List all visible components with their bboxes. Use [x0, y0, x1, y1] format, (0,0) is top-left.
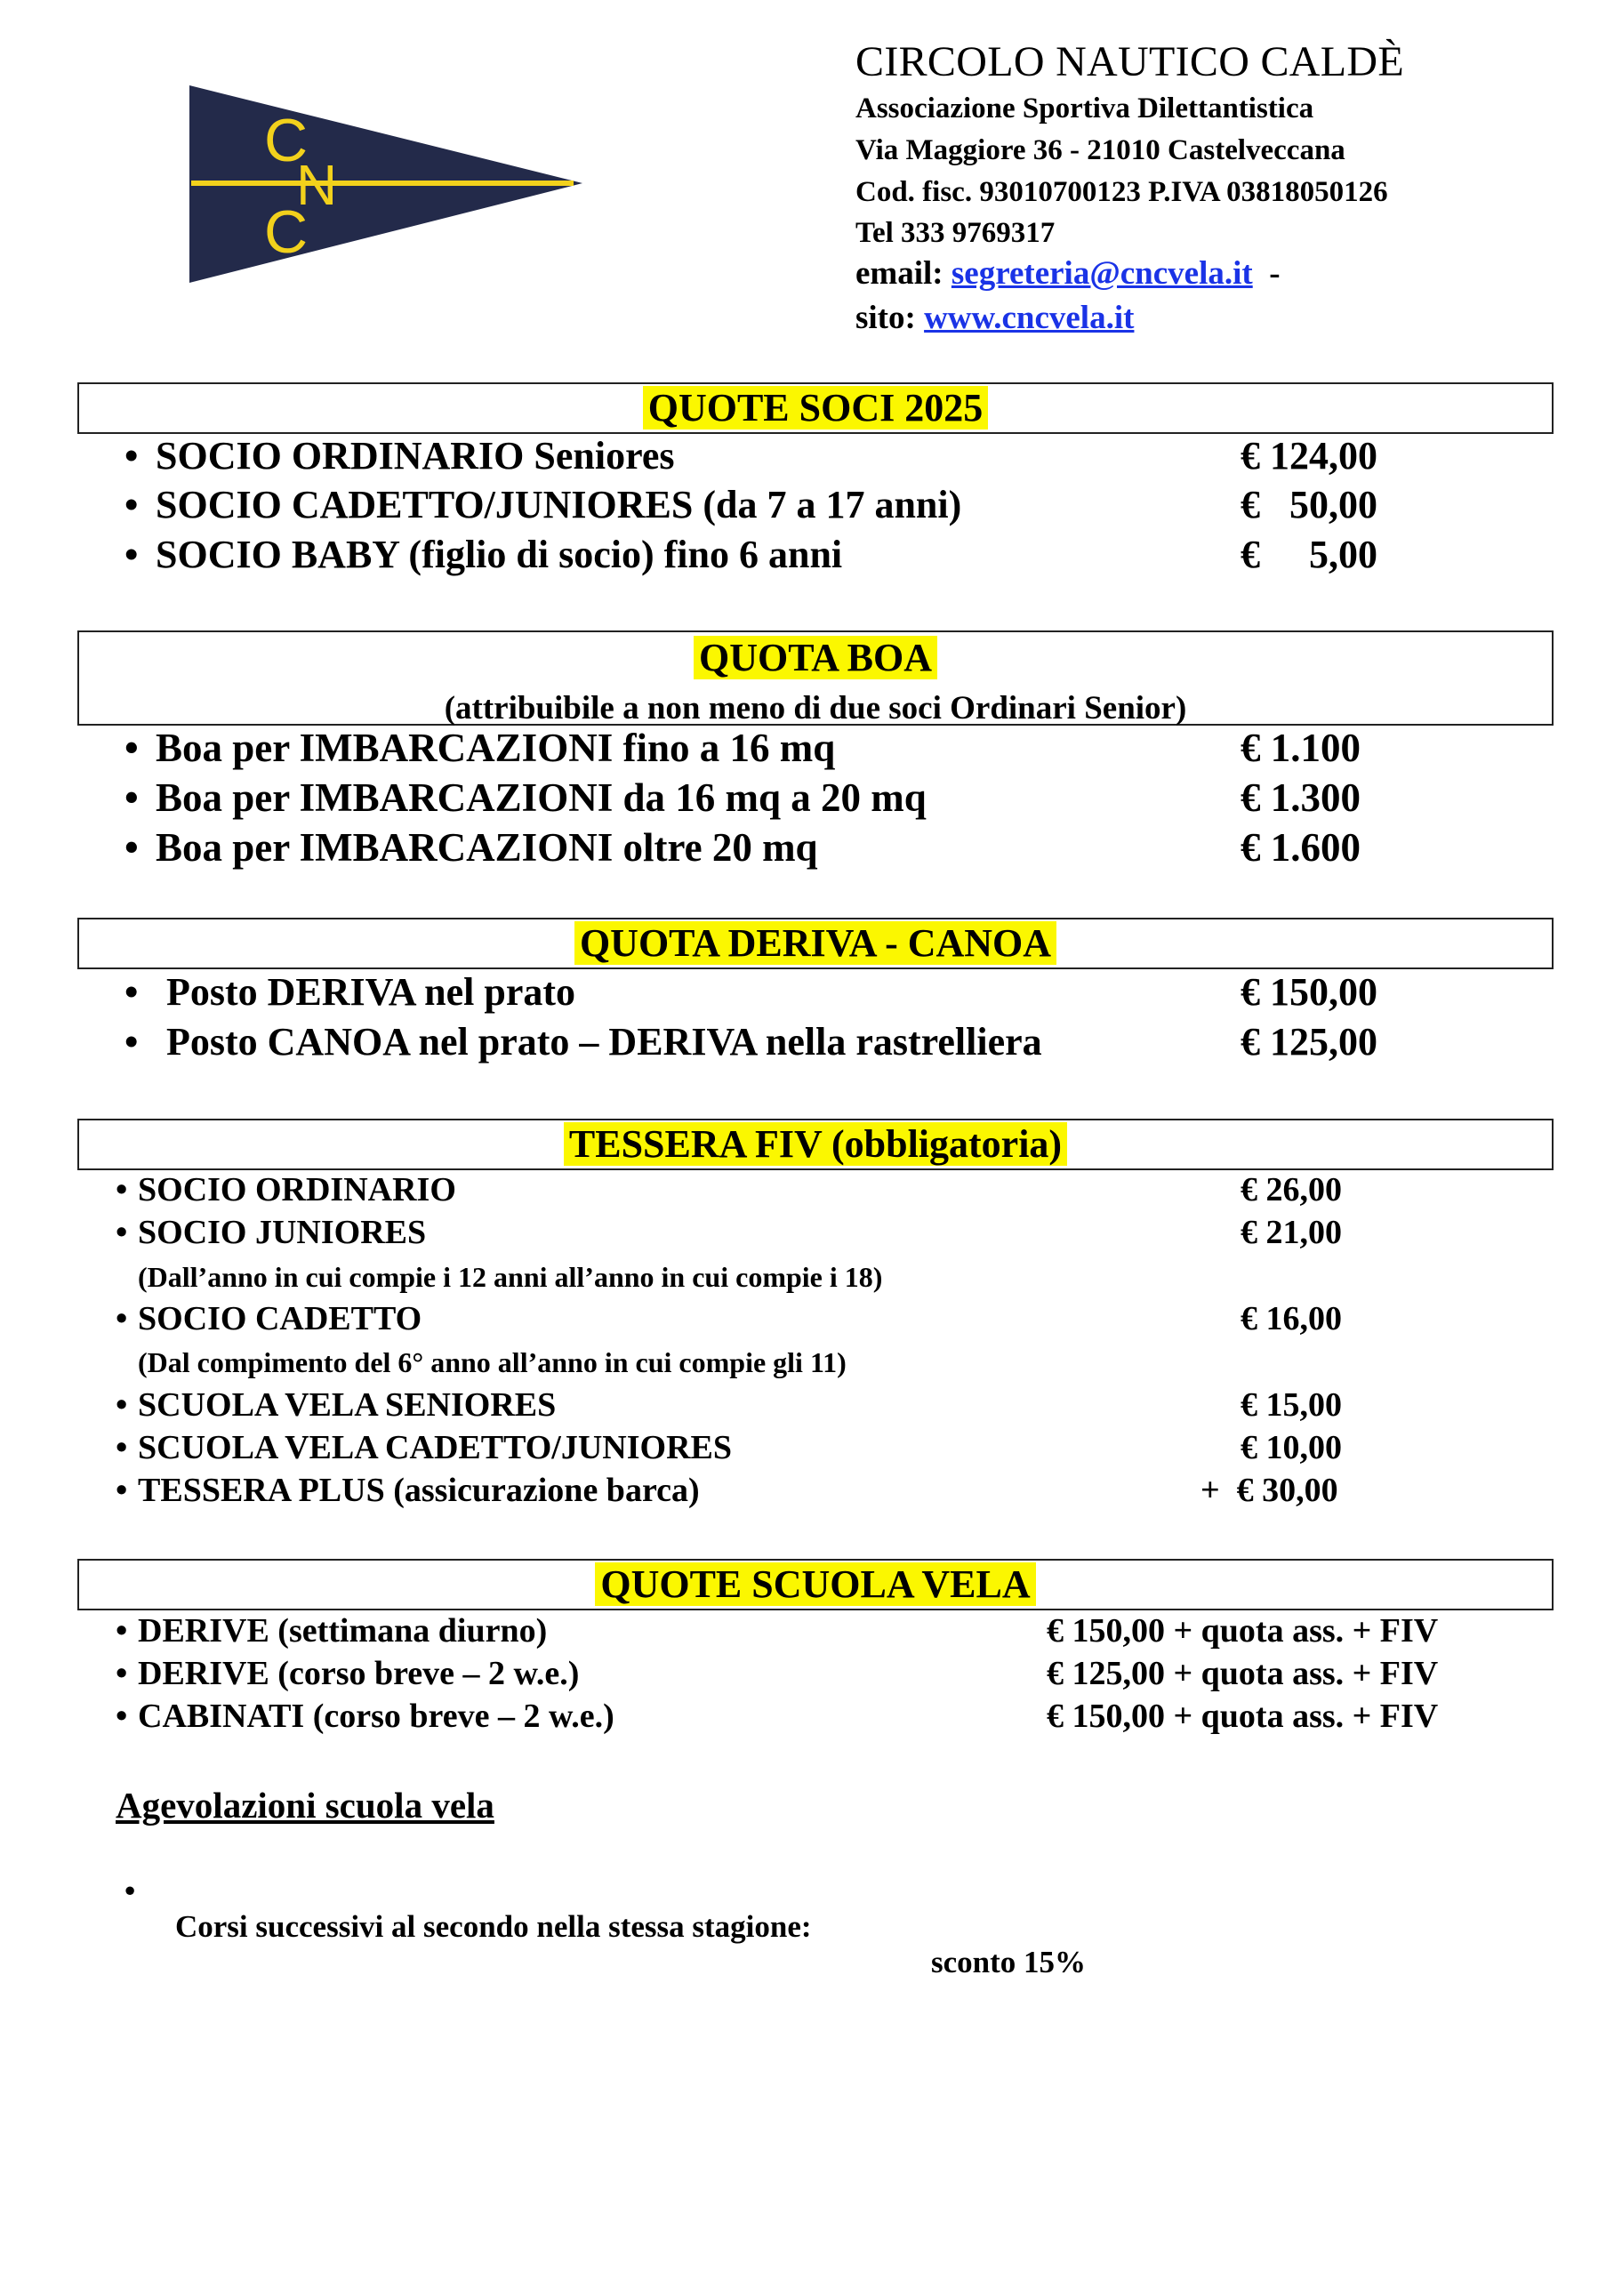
section-header-quote-soci	[77, 382, 1554, 434]
org-type: Associazione Sportiva Dilettantistica	[855, 92, 1314, 124]
item-label: SOCIO JUNIORES	[138, 1214, 427, 1251]
item-label: SOCIO BABY (figlio di socio) fino 6 anni	[156, 533, 843, 576]
cadetto-note: (Dal compimento del 6° anno all’anno in cui compie gli 11)	[138, 1346, 847, 1378]
logo-letter-n: N	[296, 153, 338, 217]
email-link[interactable]: segreteria@cncvela.it	[951, 255, 1253, 292]
email-label: email:	[855, 255, 943, 292]
section-title: TESSERA FIV (obbligatoria)	[564, 1122, 1067, 1166]
bullet-icon: •	[124, 775, 139, 820]
email-suffix: -	[1252, 255, 1281, 292]
item-price: € 21,00	[1241, 1214, 1342, 1251]
bullet-icon: •	[124, 533, 139, 576]
item-price: € 50,00	[1241, 483, 1377, 526]
bullet-icon: •	[124, 483, 139, 526]
bullet-icon: •	[124, 434, 139, 478]
bullet-icon: •	[116, 1214, 128, 1251]
org-fiscal-codes: Cod. fisc. 93010700123 P.IVA 03818050126	[855, 176, 1388, 208]
item-label: Corsi successivi al secondo nella stessa stagione:	[175, 1909, 812, 1944]
section-header-tessera-fiv	[77, 1119, 1554, 1170]
item-price: € 124,00	[1241, 434, 1377, 478]
item-label: DERIVE (settimana diurno)	[138, 1612, 548, 1650]
section-header-quota-deriva-canoa	[77, 918, 1554, 969]
bullet-icon: •	[116, 1698, 128, 1735]
item-price: € 16,00	[1241, 1300, 1342, 1337]
item-price: € 1.600	[1241, 825, 1361, 870]
item-price: € 26,00	[1241, 1171, 1342, 1208]
bullet-icon: •	[116, 1612, 128, 1650]
item-price: € 150,00 + quota ass. + FIV	[1047, 1612, 1439, 1650]
section-title: QUOTA BOA	[694, 636, 937, 679]
item-label: SOCIO CADETTO/JUNIORES (da 7 a 17 anni)	[156, 483, 962, 526]
list-item	[0, 1838, 1087, 1980]
bullet-icon: •	[116, 1300, 128, 1337]
bullet-icon: •	[124, 1020, 139, 1064]
item-label: Boa per IMBARCAZIONI da 16 mq a 20 mq	[156, 775, 927, 820]
org-phone: Tel 333 9769317	[855, 217, 1056, 249]
item-price: € 1.300	[1241, 775, 1361, 820]
item-price: € 5,00	[1241, 533, 1377, 576]
bullet-icon: •	[116, 1655, 128, 1692]
section-title: QUOTE SOCI 2025	[643, 386, 989, 429]
bullet-icon: •	[124, 1874, 136, 1908]
bullet-icon: •	[116, 1429, 128, 1466]
item-price: € 150,00 + quota ass. + FIV	[1047, 1698, 1439, 1735]
section-title: QUOTE SCUOLA VELA	[595, 1562, 1035, 1606]
item-label: CABINATI (corso breve – 2 w.e.)	[138, 1698, 614, 1735]
bullet-icon: •	[124, 970, 139, 1014]
bullet-icon: •	[116, 1171, 128, 1208]
org-site-line	[855, 299, 1134, 337]
bullet-icon: •	[116, 1472, 128, 1509]
bullet-icon: •	[124, 825, 139, 870]
item-label: Boa per IMBARCAZIONI oltre 20 mq	[156, 825, 818, 870]
item-label: Boa per IMBARCAZIONI fino a 16 mq	[156, 726, 836, 770]
org-email-line	[855, 254, 1281, 293]
item-label: SCUOLA VELA SENIORES	[138, 1386, 557, 1424]
logo-letter-c-top: C	[264, 107, 309, 174]
site-label: sito:	[855, 300, 916, 336]
item-price: € 1.100	[1241, 726, 1361, 770]
section-subtitle: (attribuibile a non meno di due soci Ordinari Senior)	[444, 690, 1187, 727]
item-label: SOCIO ORDINARIO	[138, 1171, 456, 1208]
item-label: SOCIO ORDINARIO Seniores	[156, 434, 675, 478]
section-header-quote-scuola-vela	[77, 1559, 1554, 1610]
item-label: Posto CANOA nel prato – DERIVA nella rastrelliera	[166, 1020, 1042, 1064]
item-value: sconto 15%	[931, 1945, 1087, 1979]
item-price: + € 30,00	[1200, 1472, 1338, 1509]
item-price: € 15,00	[1241, 1386, 1342, 1424]
item-label: SOCIO CADETTO	[138, 1300, 422, 1337]
site-link[interactable]: www.cncvela.it	[924, 300, 1135, 336]
item-label: TESSERA PLUS (assicurazione barca)	[138, 1472, 700, 1509]
section-title: QUOTA DERIVA - CANOA	[574, 921, 1056, 965]
org-name: CIRCOLO NAUTICO CALDÈ	[855, 38, 1404, 85]
logo-letter-c-bottom: C	[264, 198, 309, 266]
item-price: € 150,00	[1241, 970, 1377, 1014]
agevolazioni-title: Agevolazioni scuola vela	[116, 1785, 494, 1826]
item-label: DERIVE (corso breve – 2 w.e.)	[138, 1655, 580, 1692]
bullet-icon: •	[124, 726, 139, 770]
item-price: € 125,00	[1241, 1020, 1377, 1064]
item-price: € 10,00	[1241, 1429, 1342, 1466]
item-label: SCUOLA VELA CADETTO/JUNIORES	[138, 1429, 733, 1466]
org-address: Via Maggiore 36 - 21010 Castelveccana	[855, 134, 1345, 166]
item-price: € 125,00 + quota ass. + FIV	[1047, 1655, 1439, 1692]
item-label: Posto DERIVA nel prato	[166, 970, 576, 1014]
bullet-icon: •	[116, 1386, 128, 1424]
juniores-note: (Dall’anno in cui compie i 12 anni all’anno in cui compie i 18)	[138, 1261, 883, 1293]
section-header-quota-boa	[77, 630, 1554, 726]
club-logo	[182, 76, 591, 290]
